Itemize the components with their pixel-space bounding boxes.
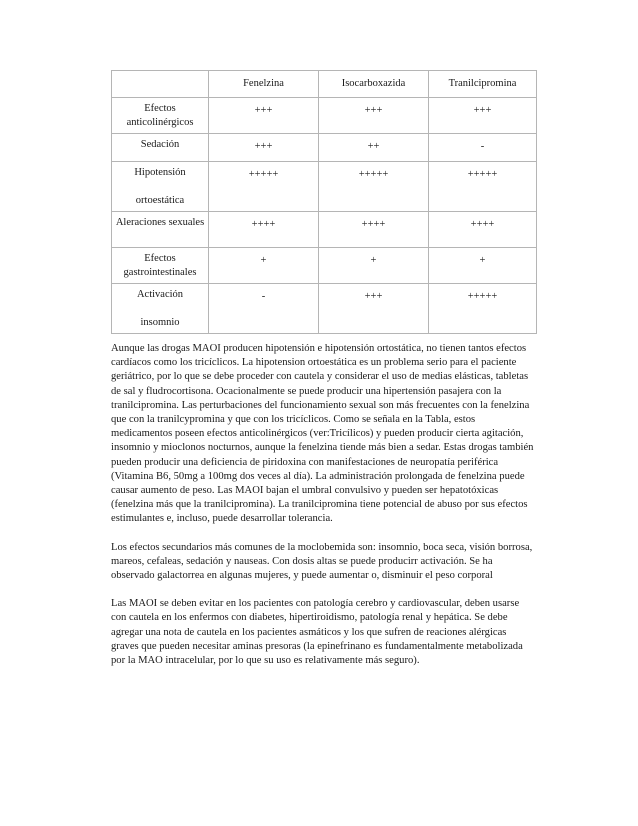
table-header-row: [112, 71, 537, 98]
header-cell-tranilcipromina: Tranilcipromina: [429, 71, 537, 98]
table-row: [112, 212, 537, 248]
cell-isocarboxazida: +++++: [319, 162, 429, 212]
cell-tranilcipromina: +++: [429, 98, 537, 134]
document-page: [111, 70, 536, 668]
cell-fenelzina: ++++: [209, 212, 319, 248]
cell-isocarboxazida: +: [319, 248, 429, 284]
cell-tranilcipromina: +++++: [429, 284, 537, 334]
table-row: [112, 162, 537, 212]
cell-isocarboxazida: ++: [319, 134, 429, 162]
cell-fenelzina: -: [209, 284, 319, 334]
table-row: [112, 284, 537, 334]
cell-isocarboxazida: ++++: [319, 212, 429, 248]
header-cell-fenelzina: Fenelzina: [209, 71, 319, 98]
table-row: [112, 98, 537, 134]
row-label: Aleraciones sexuales: [112, 212, 209, 248]
table-row: [112, 248, 537, 284]
cell-tranilcipromina: +++++: [429, 162, 537, 212]
table-row: [112, 134, 537, 162]
cell-fenelzina: +++: [209, 98, 319, 134]
row-label-line-2: insomnio: [140, 317, 180, 328]
row-label: Efectos anticolinérgicos: [112, 98, 209, 134]
cell-fenelzina: +++: [209, 134, 319, 162]
cell-tranilcipromina: ++++: [429, 212, 537, 248]
side-effects-table: [111, 70, 537, 334]
header-cell-empty: [112, 71, 209, 98]
row-label-line-2: ortoestática: [135, 195, 185, 206]
row-label: Efectos gastrointestinales: [112, 248, 209, 284]
cell-tranilcipromina: +: [429, 248, 537, 284]
header-cell-isocarboxazida: Isocarboxazida: [319, 71, 429, 98]
row-label: Sedación: [112, 134, 209, 162]
body-paragraph: Los efectos secundarios más comunes de la moclobemida son: insomnio, boca seca, visión borrosa, mareos, cefaleas, sedación y nauseas. Con dosis altas se puede producirr activación. Se ha observado galactorrea en algunas mujeres, y puede aumentar o, disminuir el peso corporal: [111, 541, 533, 582]
body-paragraph: Aunque las drogas MAOI producen hipotensión e hipotensión ortostática, no tienen tantos efectos cardíacos como los tricíclicos. La hipotension ortoestática es un problema serio para el paciente geriátrico, por lo que se debe proceder con cautela y considerar el uso de medias elásticas, tabletas de sal y fludrocortisona. Ocacionalmente se puede producir una hipertensión pasajera con la tranilcipromina. Las perturbaciones del funcionamiento sexual son más frecuentes con la fenelzina que con la tranilcypromina y que con los tricíclicos. Como se señala en la Tabla, estos medicamentos poseen efectos anticolinérgicos (ver:Tricílicos) y pueden producir cierta agitación, insomnio y mioclonos nocturnos, aunque la fenelzina tiende más bien a sedar. Estas drogas también pueden producir una deficiencia de piridoxina con manifestaciones de neuropatía periférica (Vitamina B6, 50mg a 100mg dos veces al día). La administración prolongada de fenelzina puede causar aumento de peso. Las MAOI bajan el umbral convulsivo y pueden ser hepatotóxicas (fenelzina más que la tranilcipromina). La tranilcipromina tiene potencial de abuso por sus efectos estimulantes e, incluso, puede desarrollar tolerancia.: [111, 343, 534, 525]
row-label: [112, 284, 209, 334]
cell-fenelzina: +: [209, 248, 319, 284]
row-label: [112, 162, 209, 212]
cell-isocarboxazida: +++: [319, 98, 429, 134]
body-paragraph: Las MAOI se deben evitar en los pacientes con patología cerebro y cardiovascular, deben usarse con cautela en los enfermos con diabetes, hipertiroidismo, patología renal y hepática. Se debe agregar una nota de cautela en los pacientes asmáticos y los que sufren de reaciones alérgicas graves que pueden necesitar aminas presoras (la epinefrinano es fundamentalmente metabolizada por la MAO intracelular, por lo que su uso es relativamente más seguro).: [111, 598, 523, 667]
cell-fenelzina: +++++: [209, 162, 319, 212]
row-label-line-1: Activación: [136, 289, 184, 300]
cell-isocarboxazida: +++: [319, 284, 429, 334]
row-label-line-1: Hipotensión: [134, 167, 186, 178]
cell-tranilcipromina: -: [429, 134, 537, 162]
